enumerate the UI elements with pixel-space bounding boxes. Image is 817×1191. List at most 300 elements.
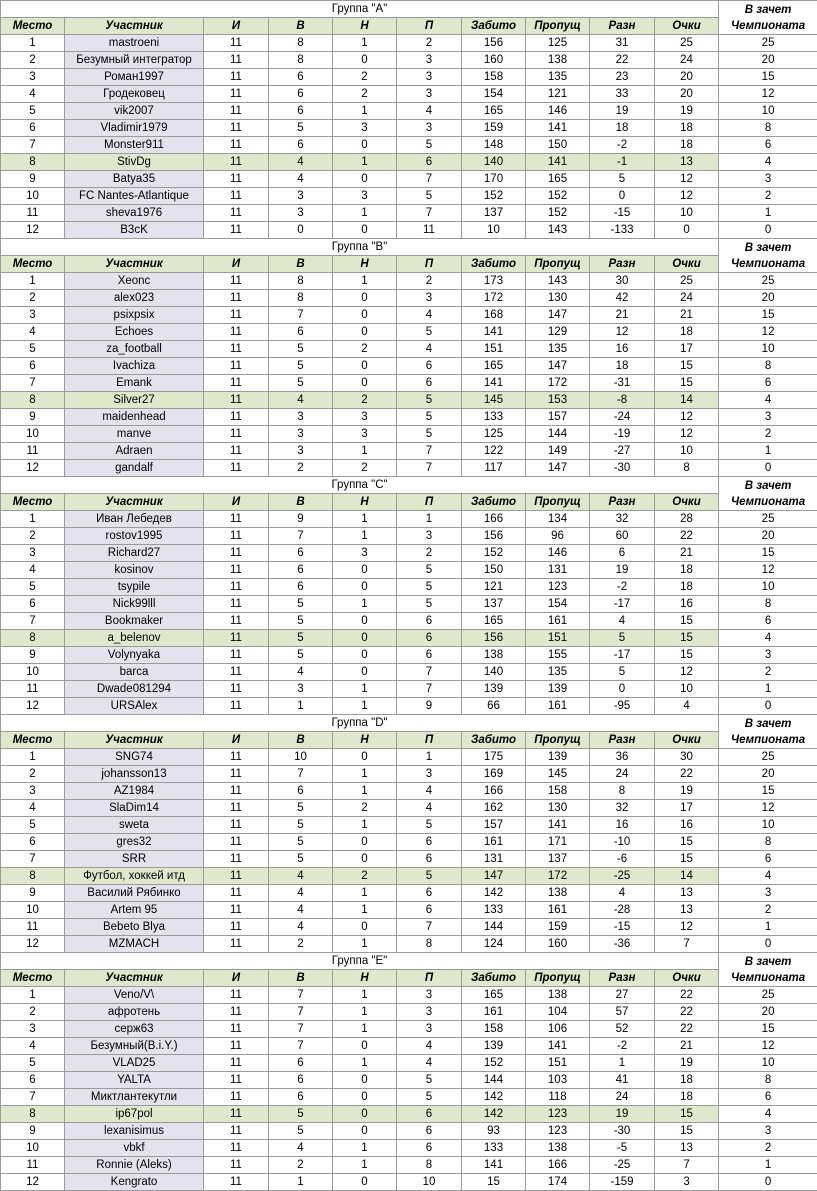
cell-participant: gandalf <box>65 460 204 477</box>
cell-wins: 4 <box>269 1140 333 1157</box>
cell-conceded: 172 <box>526 868 590 885</box>
cell-draws: 0 <box>333 1089 397 1106</box>
cell-diff: 6 <box>590 545 655 562</box>
cell-losses: 6 <box>397 630 462 647</box>
cell-conceded: 134 <box>526 511 590 528</box>
cell-participant: johansson13 <box>65 766 204 783</box>
cell-games: 11 <box>204 86 269 103</box>
group-title-row <box>1 239 817 256</box>
cell-draws: 1 <box>333 528 397 545</box>
table-row <box>1 613 817 630</box>
cell-games: 11 <box>204 528 269 545</box>
cell-draws: 1 <box>333 1021 397 1038</box>
cell-conceded: 141 <box>526 120 590 137</box>
cell-losses: 4 <box>397 103 462 120</box>
cell-championship-points: 10 <box>719 579 817 596</box>
cell-losses: 6 <box>397 358 462 375</box>
cell-wins: 7 <box>269 987 333 1004</box>
cell-diff: -30 <box>590 460 655 477</box>
cell-points: 12 <box>655 188 719 205</box>
cell-points: 13 <box>655 1140 719 1157</box>
cell-points: 15 <box>655 647 719 664</box>
column-header-losses: П <box>397 18 462 35</box>
cell-wins: 5 <box>269 613 333 630</box>
cell-draws: 0 <box>333 834 397 851</box>
cell-conceded: 131 <box>526 562 590 579</box>
cell-points: 18 <box>655 137 719 154</box>
cell-championship-points: 12 <box>719 562 817 579</box>
cell-championship-points: 25 <box>719 749 817 766</box>
cell-losses: 2 <box>397 35 462 52</box>
cell-participant: vbkf <box>65 1140 204 1157</box>
cell-place: 9 <box>1 1123 65 1140</box>
cell-games: 11 <box>204 188 269 205</box>
cell-games: 11 <box>204 69 269 86</box>
cell-championship-points: 3 <box>719 409 817 426</box>
cell-conceded: 123 <box>526 579 590 596</box>
cell-losses: 4 <box>397 800 462 817</box>
cell-wins: 0 <box>269 222 333 239</box>
table-row <box>1 766 817 783</box>
cell-championship-points: 0 <box>719 222 817 239</box>
cell-scored: 170 <box>462 171 526 188</box>
column-header-scored: Забито <box>462 256 526 273</box>
cell-draws: 1 <box>333 885 397 902</box>
cell-scored: 159 <box>462 120 526 137</box>
cell-participant: Ivachiza <box>65 358 204 375</box>
cell-points: 22 <box>655 1004 719 1021</box>
table-row <box>1 426 817 443</box>
cell-draws: 1 <box>333 596 397 613</box>
cell-place: 7 <box>1 1089 65 1106</box>
cell-draws: 1 <box>333 1055 397 1072</box>
cell-scored: 162 <box>462 800 526 817</box>
cell-games: 11 <box>204 630 269 647</box>
cell-participant: VLAD25 <box>65 1055 204 1072</box>
cell-diff: 4 <box>590 613 655 630</box>
cell-points: 22 <box>655 987 719 1004</box>
cell-championship-points: 2 <box>719 426 817 443</box>
cell-draws: 1 <box>333 936 397 953</box>
cell-championship-points: 1 <box>719 919 817 936</box>
cell-games: 11 <box>204 1004 269 1021</box>
column-header-points: Очки <box>655 732 719 749</box>
cell-points: 21 <box>655 307 719 324</box>
cell-conceded: 160 <box>526 936 590 953</box>
column-header-participant: Участник <box>65 494 204 511</box>
column-header-diff: Разн <box>590 18 655 35</box>
table-row <box>1 698 817 715</box>
cell-conceded: 121 <box>526 86 590 103</box>
cell-championship-points: 2 <box>719 902 817 919</box>
cell-diff: -1 <box>590 154 655 171</box>
championship-header-line2: Чемпионата <box>719 732 817 748</box>
cell-place: 1 <box>1 987 65 1004</box>
cell-draws: 0 <box>333 137 397 154</box>
cell-conceded: 135 <box>526 664 590 681</box>
cell-championship-points: 20 <box>719 528 817 545</box>
cell-scored: 154 <box>462 86 526 103</box>
cell-championship-points: 8 <box>719 120 817 137</box>
cell-losses: 6 <box>397 154 462 171</box>
table-row <box>1 52 817 69</box>
cell-losses: 5 <box>397 596 462 613</box>
cell-championship-points: 3 <box>719 647 817 664</box>
cell-diff: -27 <box>590 443 655 460</box>
cell-points: 14 <box>655 392 719 409</box>
cell-scored: 157 <box>462 817 526 834</box>
cell-points: 15 <box>655 375 719 392</box>
cell-participant: Volynyaka <box>65 647 204 664</box>
cell-conceded: 123 <box>526 1123 590 1140</box>
column-header-conceded: Пропущ <box>526 732 590 749</box>
table-row <box>1 1089 817 1106</box>
cell-wins: 8 <box>269 35 333 52</box>
cell-scored: 169 <box>462 766 526 783</box>
cell-diff: -2 <box>590 579 655 596</box>
cell-losses: 4 <box>397 1038 462 1055</box>
cell-championship-points: 25 <box>719 511 817 528</box>
cell-losses: 3 <box>397 69 462 86</box>
cell-draws: 1 <box>333 443 397 460</box>
cell-losses: 3 <box>397 52 462 69</box>
cell-diff: 5 <box>590 630 655 647</box>
cell-place: 1 <box>1 273 65 290</box>
cell-losses: 6 <box>397 902 462 919</box>
cell-games: 11 <box>204 766 269 783</box>
cell-losses: 4 <box>397 341 462 358</box>
cell-scored: 173 <box>462 273 526 290</box>
table-row <box>1 834 817 851</box>
cell-place: 12 <box>1 222 65 239</box>
cell-points: 15 <box>655 1123 719 1140</box>
cell-games: 11 <box>204 205 269 222</box>
cell-wins: 6 <box>269 579 333 596</box>
cell-place: 4 <box>1 562 65 579</box>
cell-games: 11 <box>204 647 269 664</box>
cell-conceded: 104 <box>526 1004 590 1021</box>
cell-games: 11 <box>204 834 269 851</box>
cell-diff: 18 <box>590 358 655 375</box>
cell-draws: 0 <box>333 579 397 596</box>
cell-losses: 7 <box>397 919 462 936</box>
cell-championship-points: 0 <box>719 460 817 477</box>
cell-wins: 3 <box>269 681 333 698</box>
cell-conceded: 172 <box>526 375 590 392</box>
cell-games: 11 <box>204 1038 269 1055</box>
cell-games: 11 <box>204 375 269 392</box>
cell-draws: 1 <box>333 698 397 715</box>
cell-diff: -31 <box>590 375 655 392</box>
cell-diff: 33 <box>590 86 655 103</box>
cell-losses: 6 <box>397 1106 462 1123</box>
cell-scored: 133 <box>462 1140 526 1157</box>
cell-championship-points: 12 <box>719 324 817 341</box>
table-row <box>1 409 817 426</box>
cell-participant: MZMACH <box>65 936 204 953</box>
cell-place: 6 <box>1 596 65 613</box>
cell-place: 3 <box>1 545 65 562</box>
cell-place: 12 <box>1 698 65 715</box>
cell-championship-points: 20 <box>719 766 817 783</box>
cell-draws: 0 <box>333 647 397 664</box>
cell-losses: 3 <box>397 987 462 1004</box>
cell-place: 10 <box>1 426 65 443</box>
cell-place: 8 <box>1 154 65 171</box>
championship-header <box>719 477 817 511</box>
cell-losses: 5 <box>397 426 462 443</box>
cell-games: 11 <box>204 545 269 562</box>
cell-participant: vik2007 <box>65 103 204 120</box>
column-header-draws: Н <box>333 970 397 987</box>
cell-diff: 36 <box>590 749 655 766</box>
cell-draws: 0 <box>333 749 397 766</box>
cell-losses: 6 <box>397 375 462 392</box>
cell-scored: 131 <box>462 851 526 868</box>
cell-conceded: 146 <box>526 545 590 562</box>
championship-header <box>719 715 817 749</box>
table-row <box>1 1106 817 1123</box>
cell-wins: 6 <box>269 1055 333 1072</box>
cell-conceded: 145 <box>526 766 590 783</box>
column-header-scored: Забито <box>462 732 526 749</box>
cell-diff: 19 <box>590 562 655 579</box>
cell-games: 11 <box>204 681 269 698</box>
cell-points: 24 <box>655 290 719 307</box>
column-header-scored: Забито <box>462 970 526 987</box>
cell-scored: 133 <box>462 409 526 426</box>
cell-points: 25 <box>655 273 719 290</box>
cell-participant: Гродековец <box>65 86 204 103</box>
cell-wins: 3 <box>269 205 333 222</box>
cell-championship-points: 2 <box>719 1140 817 1157</box>
column-header-row <box>1 18 817 35</box>
cell-diff: 18 <box>590 120 655 137</box>
cell-wins: 5 <box>269 851 333 868</box>
cell-championship-points: 15 <box>719 307 817 324</box>
table-row <box>1 919 817 936</box>
cell-place: 7 <box>1 851 65 868</box>
cell-wins: 7 <box>269 1038 333 1055</box>
cell-points: 14 <box>655 868 719 885</box>
column-header-draws: Н <box>333 256 397 273</box>
group-title-row <box>1 477 817 494</box>
cell-games: 11 <box>204 120 269 137</box>
cell-championship-points: 4 <box>719 868 817 885</box>
column-header-place: Место <box>1 970 65 987</box>
cell-losses: 1 <box>397 511 462 528</box>
cell-points: 13 <box>655 885 719 902</box>
championship-header <box>719 953 817 987</box>
cell-conceded: 155 <box>526 647 590 664</box>
cell-wins: 3 <box>269 443 333 460</box>
cell-diff: 57 <box>590 1004 655 1021</box>
cell-wins: 4 <box>269 664 333 681</box>
cell-scored: 168 <box>462 307 526 324</box>
cell-conceded: 106 <box>526 1021 590 1038</box>
cell-conceded: 129 <box>526 324 590 341</box>
column-header-scored: Забито <box>462 18 526 35</box>
cell-diff: -17 <box>590 647 655 664</box>
cell-championship-points: 10 <box>719 103 817 120</box>
cell-games: 11 <box>204 52 269 69</box>
cell-losses: 6 <box>397 834 462 851</box>
cell-place: 10 <box>1 188 65 205</box>
cell-games: 11 <box>204 902 269 919</box>
cell-diff: 19 <box>590 103 655 120</box>
cell-conceded: 143 <box>526 273 590 290</box>
cell-place: 2 <box>1 528 65 545</box>
cell-losses: 5 <box>397 868 462 885</box>
table-row <box>1 443 817 460</box>
cell-wins: 5 <box>269 1123 333 1140</box>
cell-participant: FC Nantes-Atlantique <box>65 188 204 205</box>
cell-championship-points: 20 <box>719 1004 817 1021</box>
cell-scored: 137 <box>462 596 526 613</box>
table-row <box>1 868 817 885</box>
cell-points: 10 <box>655 205 719 222</box>
cell-scored: 158 <box>462 1021 526 1038</box>
cell-draws: 0 <box>333 1072 397 1089</box>
cell-wins: 10 <box>269 749 333 766</box>
cell-participant: Василий Рябинко <box>65 885 204 902</box>
cell-points: 19 <box>655 103 719 120</box>
cell-participant: rostov1995 <box>65 528 204 545</box>
cell-losses: 8 <box>397 1157 462 1174</box>
cell-participant: mastroeni <box>65 35 204 52</box>
cell-scored: 66 <box>462 698 526 715</box>
table-row <box>1 987 817 1004</box>
cell-draws: 1 <box>333 681 397 698</box>
cell-scored: 158 <box>462 69 526 86</box>
cell-diff: -95 <box>590 698 655 715</box>
table-row <box>1 86 817 103</box>
cell-points: 17 <box>655 800 719 817</box>
cell-games: 11 <box>204 783 269 800</box>
cell-championship-points: 3 <box>719 171 817 188</box>
cell-championship-points: 8 <box>719 834 817 851</box>
cell-place: 2 <box>1 290 65 307</box>
cell-diff: -25 <box>590 868 655 885</box>
cell-wins: 4 <box>269 392 333 409</box>
cell-scored: 133 <box>462 902 526 919</box>
cell-games: 11 <box>204 800 269 817</box>
group-title: Группа "C" <box>1 477 719 494</box>
cell-losses: 7 <box>397 681 462 698</box>
cell-draws: 1 <box>333 103 397 120</box>
cell-place: 1 <box>1 749 65 766</box>
cell-wins: 4 <box>269 868 333 885</box>
cell-draws: 1 <box>333 154 397 171</box>
cell-place: 6 <box>1 358 65 375</box>
cell-conceded: 151 <box>526 1055 590 1072</box>
cell-scored: 142 <box>462 885 526 902</box>
cell-wins: 7 <box>269 1004 333 1021</box>
cell-wins: 7 <box>269 307 333 324</box>
cell-conceded: 171 <box>526 834 590 851</box>
cell-conceded: 141 <box>526 817 590 834</box>
group-title: Группа "B" <box>1 239 719 256</box>
column-header-points: Очки <box>655 494 719 511</box>
cell-championship-points: 6 <box>719 137 817 154</box>
cell-draws: 0 <box>333 1123 397 1140</box>
cell-participant: Batya35 <box>65 171 204 188</box>
cell-draws: 0 <box>333 613 397 630</box>
cell-wins: 7 <box>269 766 333 783</box>
cell-participant: StivDg <box>65 154 204 171</box>
cell-scored: 117 <box>462 460 526 477</box>
column-header-diff: Разн <box>590 494 655 511</box>
cell-wins: 5 <box>269 596 333 613</box>
cell-diff: 60 <box>590 528 655 545</box>
table-row <box>1 273 817 290</box>
cell-scored: 125 <box>462 426 526 443</box>
cell-scored: 140 <box>462 664 526 681</box>
championship-header-line2: Чемпионата <box>719 256 817 272</box>
cell-scored: 145 <box>462 392 526 409</box>
cell-draws: 0 <box>333 664 397 681</box>
table-row <box>1 681 817 698</box>
cell-wins: 5 <box>269 817 333 834</box>
column-header-place: Место <box>1 732 65 749</box>
cell-diff: 41 <box>590 1072 655 1089</box>
table-row <box>1 460 817 477</box>
cell-wins: 6 <box>269 1072 333 1089</box>
cell-diff: 0 <box>590 681 655 698</box>
cell-championship-points: 15 <box>719 783 817 800</box>
column-header-diff: Разн <box>590 970 655 987</box>
cell-games: 11 <box>204 596 269 613</box>
cell-place: 7 <box>1 137 65 154</box>
cell-points: 12 <box>655 664 719 681</box>
cell-losses: 5 <box>397 579 462 596</box>
cell-diff: -25 <box>590 1157 655 1174</box>
cell-losses: 11 <box>397 222 462 239</box>
cell-place: 11 <box>1 443 65 460</box>
cell-participant: a_belenov <box>65 630 204 647</box>
table-row <box>1 783 817 800</box>
cell-participant: za_football <box>65 341 204 358</box>
cell-conceded: 158 <box>526 783 590 800</box>
cell-games: 11 <box>204 307 269 324</box>
cell-participant: psixpsix <box>65 307 204 324</box>
cell-participant: Artem 95 <box>65 902 204 919</box>
cell-wins: 6 <box>269 137 333 154</box>
cell-wins: 3 <box>269 426 333 443</box>
cell-championship-points: 10 <box>719 817 817 834</box>
cell-points: 10 <box>655 681 719 698</box>
cell-participant: Echoes <box>65 324 204 341</box>
cell-draws: 1 <box>333 511 397 528</box>
column-header-wins: В <box>269 18 333 35</box>
cell-points: 19 <box>655 1055 719 1072</box>
cell-losses: 5 <box>397 392 462 409</box>
cell-diff: -2 <box>590 137 655 154</box>
cell-conceded: 161 <box>526 613 590 630</box>
cell-place: 2 <box>1 52 65 69</box>
cell-participant: Иван Лебедев <box>65 511 204 528</box>
cell-participant: alex023 <box>65 290 204 307</box>
cell-diff: -17 <box>590 596 655 613</box>
cell-points: 22 <box>655 1021 719 1038</box>
cell-place: 3 <box>1 783 65 800</box>
cell-draws: 3 <box>333 188 397 205</box>
cell-games: 11 <box>204 341 269 358</box>
cell-wins: 6 <box>269 103 333 120</box>
cell-games: 11 <box>204 987 269 1004</box>
cell-championship-points: 15 <box>719 69 817 86</box>
cell-losses: 7 <box>397 205 462 222</box>
